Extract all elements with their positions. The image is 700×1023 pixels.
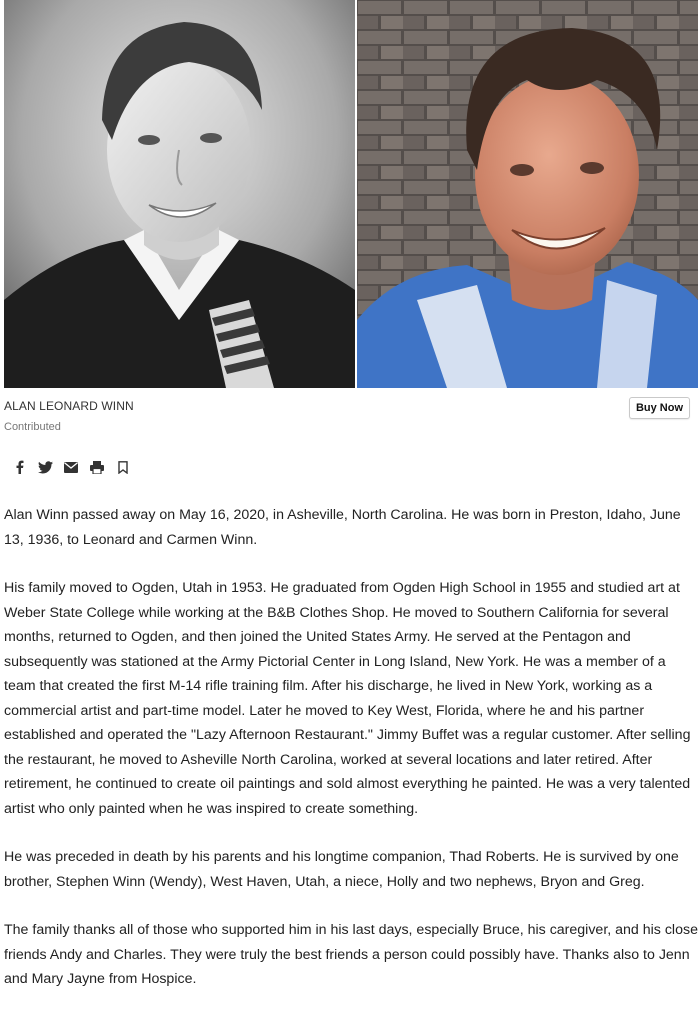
article-paragraph: The family thanks all of those who supported him in his last days, especially Bruce, his caregiver, and his close friends Andy and Charles. They were truly the best friends a person could possibly have. Thanks also to Jenn and Mary Jayne from Hospice. <box>4 922 698 987</box>
photo-gallery <box>4 0 698 388</box>
obituary-article <box>4 503 698 1016</box>
article-paragraph: His family moved to Ogden, Utah in 1953. He graduated from Ogden High School in 1955 and studied art at Weber State College while working at the B&B Clothes Shop. He moved to Southern California for several months, returned to Ogden, and then joined the United States Army. He served at the Pentagon and subsequently was stationed at the Army Pictorial Center in Long Island, New York. He was a member of a team that created the first M-14 rifle training film. After his discharge, he lived in New York, working as a commercial artist and part-time model. Later he moved to Key West, Florida, where he and his partner established and operated the "Lazy Afternoon Restaurant." Jimmy Buffet was a regular customer. After selling the restaurant, he moved to Asheville North Carolina, worked at several locations and later retired. After retirement, he continued to create oil paintings and sold almost everything he painted. He was a very talented artist who only painted when he was inspired to create something. <box>4 580 691 817</box>
facebook-icon[interactable] <box>10 458 28 476</box>
portrait-older-image <box>357 0 698 388</box>
portrait-young-image <box>4 0 355 388</box>
bookmark-icon[interactable] <box>114 458 132 476</box>
portrait-photo-young[interactable] <box>4 0 355 388</box>
share-toolbar <box>10 458 140 476</box>
article-paragraph: Alan Winn passed away on May 16, 2020, in Asheville, North Carolina. He was born in Preston, Idaho, June 13, 1936, to Leonard and Carmen Winn. <box>4 507 681 548</box>
photo-credit: Contributed <box>4 421 61 433</box>
email-icon[interactable] <box>62 458 80 476</box>
buy-now-button[interactable]: Buy Now <box>629 397 690 419</box>
print-icon[interactable] <box>88 458 106 476</box>
twitter-icon[interactable] <box>36 458 54 476</box>
portrait-photo-older[interactable] <box>357 0 698 388</box>
photo-caption-name: ALAN LEONARD WINN <box>4 399 134 413</box>
article-paragraph: He was preceded in death by his parents and his longtime companion, Thad Roberts. He is survived by one brother, Stephen Winn (Wendy), West Haven, Utah, a niece, Holly and two nephews, Bryon and Greg. <box>4 849 679 890</box>
